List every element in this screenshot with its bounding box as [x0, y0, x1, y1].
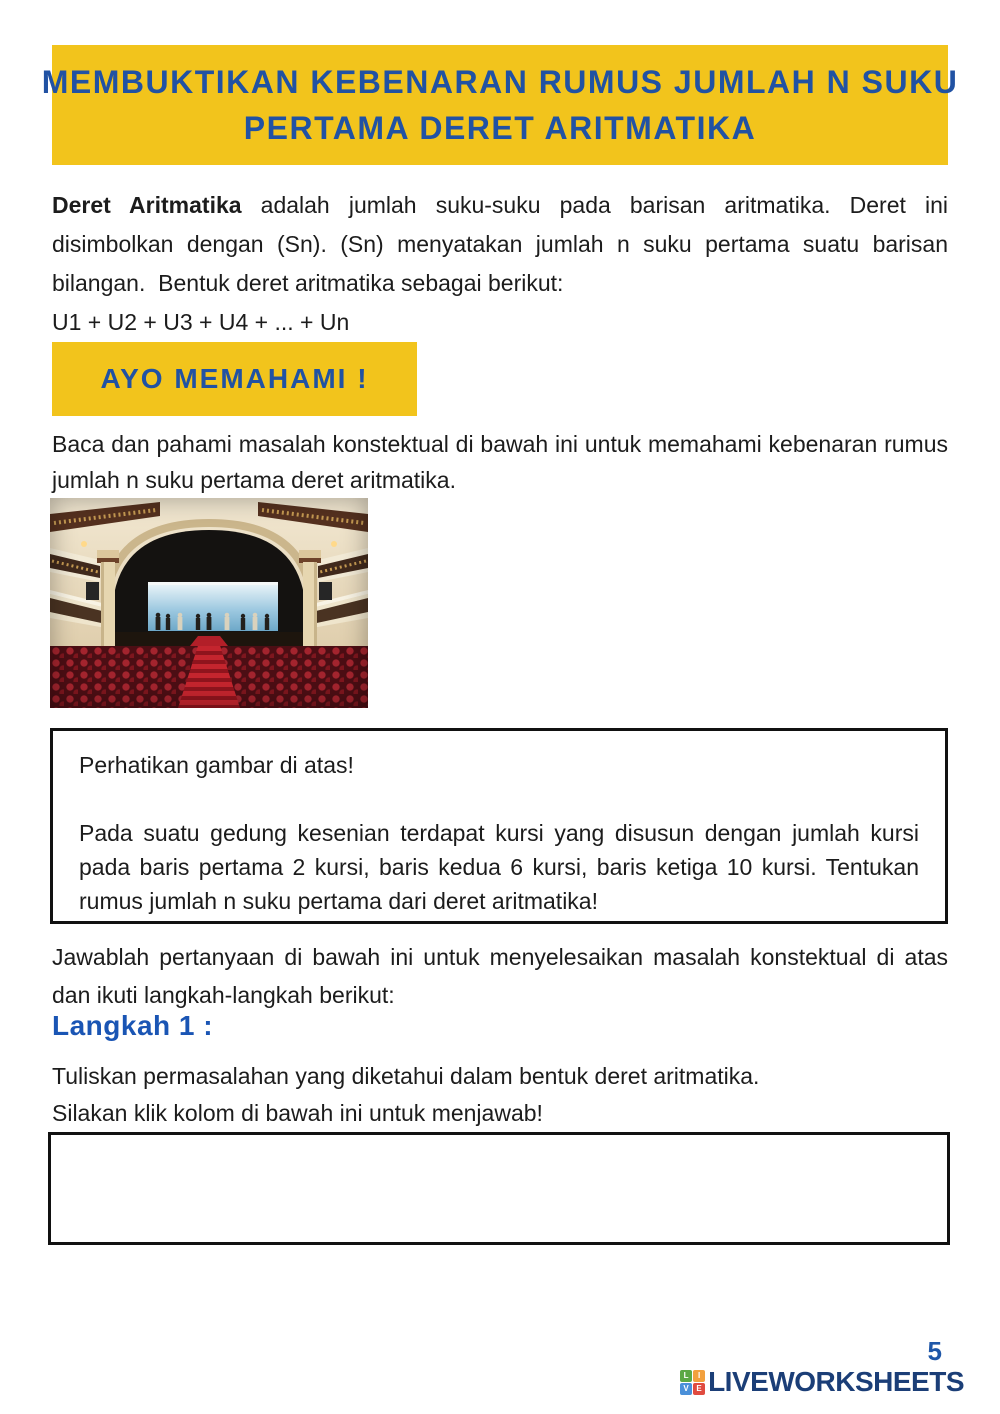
liveworksheets-logo[interactable] [680, 1366, 964, 1398]
theater-photo [50, 498, 368, 708]
answer-input[interactable] [48, 1132, 950, 1245]
step1-instructions [52, 1058, 948, 1132]
section-badge-label: AYO MEMAHAMI ! [100, 363, 369, 394]
instructions-paragraph: Jawablah pertanyaan di bawah ini untuk menyelesaikan masalah konstektual di atas dan ikuti langkah-langkah berikut: [52, 944, 948, 1008]
logo-square-v: V [680, 1383, 692, 1395]
page-title-line1: MEMBUKTIKAN KEBENARAN RUMUS JUMLAH N SUKU [41, 64, 959, 100]
logo-square-e: E [693, 1383, 705, 1395]
problem-body-text: Pada suatu gedung kesenian terdapat kursi yang disusun dengan jumlah kursi pada baris pertama 2 kursi, baris kedua 6 kursi, baris ketiga 10 kursi. Tentukan rumus jumlah n suku pertama dari deret aritmatika! [79, 820, 919, 914]
liveworksheets-wordmark: LIVEWORKSHEETS [708, 1366, 964, 1397]
step1-label: Langkah 1 : [52, 1010, 214, 1041]
problem-intro-line: Perhatikan gambar di atas! [79, 752, 354, 778]
problem-box [50, 728, 948, 924]
section-badge [52, 342, 417, 416]
intro-paragraph [52, 186, 948, 342]
intro-lead-bold: Deret Aritmatika [52, 192, 242, 218]
logo-square-i: I [693, 1370, 705, 1382]
understanding-paragraph: Baca dan pahami masalah konstektual di bawah ini untuk memahami kebenaran rumus jumlah n suku pertama deret aritmatika. [52, 431, 948, 493]
intro-text: adalah jumlah suku-suku pada barisan aritmatika. Deret ini disimbolkan dengan (Sn). (Sn) menyatakan jumlah n suku pertama suatu barisan bilangan. Bentuk deret aritmatika sebagai berikut: [52, 192, 948, 296]
page-title-line2: PERTAMA DERET ARITMATIKA [243, 110, 757, 146]
step1-line1: Tuliskan permasalahan yang diketahui dalam bentuk deret aritmatika. [52, 1063, 760, 1089]
series-line: U1 + U2 + U3 + U4 + ... + Un [52, 309, 350, 335]
title-banner [41, 45, 959, 165]
step1-line2: Silakan klik kolom di bawah ini untuk menjawab! [52, 1100, 543, 1126]
page-number: 5 [927, 1336, 942, 1366]
liveworksheets-grid-icon [680, 1370, 705, 1395]
logo-square-l: L [680, 1370, 692, 1382]
